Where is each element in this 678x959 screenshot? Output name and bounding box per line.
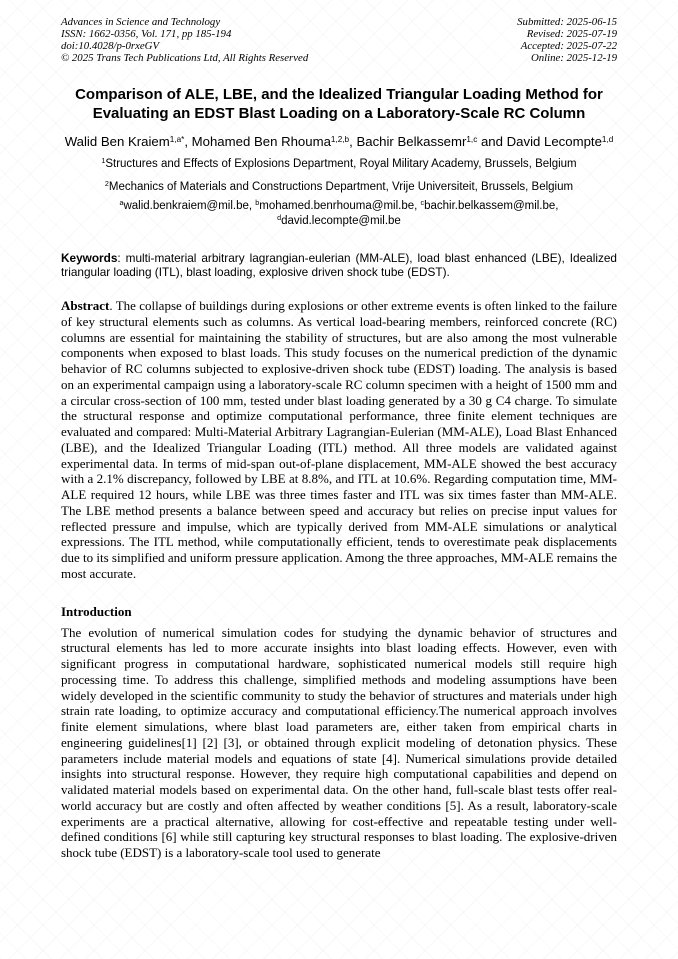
- abstract-text: . The collapse of buildings during explosions or other extreme events is often linked to the failure of key structural elements such as columns. As vertical load-bearing members, reinforced concrete (RC) columns are essential for maintaining the stability of structures, but are also among the most vulnerable components when exposed to blast loads. This study focuses on the numerical prediction of the dynamic behavior of RC columns subjected to explosive-driven shock tube (EDST) loading. The analysis is based on an experimental campaign using a laboratory-scale RC column specimen with a height of 1500 mm and a circular cross-section of 100 mm, tested under blast loading generated by a 30 g C4 charge. To simulate the structural response and optimize computational performance, three finite element techniques are evaluated and compared: Multi-Material Arbitrary Lagrangian-Eulerian (MM-ALE), Load Blast Enhanced (LBE), and the Idealized Triangular Loading (ITL) method. All three models are validated against experimental data. In terms of mid-span out-of-plane displacement, MM-ALE showed the best accuracy with a 2.1% discrepancy, followed by LBE at 8.8%, and ITL at 10.6%. Regarding computation time, MM-ALE required 12 hours, while LBE was three times faster and ITL was six times faster than MM-ALE. The LBE method presents a balance between speed and accuracy but relies on precise input values for reflected pressure and impulse, which are typically derived from MM-ALE simulations or analytical expressions. The ITL method, while computationally efficient, tends to overestimate peak displacements due to its simplified and uniform pressure application. Among the three approaches, MM-ALE remains the most accurate.: [61, 298, 617, 581]
- email-superscript: c: [420, 199, 425, 208]
- email: $^a$walid.benkraiem@mil.be,: [119, 199, 256, 212]
- affiliation-superscript: 2: [104, 180, 109, 189]
- authors-line: [61, 132, 617, 151]
- journal-name: Advances in Science and Technology: [61, 16, 221, 28]
- author: Mohamed Ben Rhouma$^{1,2,b}$,: [191, 133, 357, 149]
- email-superscript: d: [277, 214, 282, 223]
- paper-title: Comparison of ALE, LBE, and the Idealized Triangular Loading Method for Evaluating an EDST Blast Loading on a Laboratory-Scale RC Column: [75, 86, 603, 123]
- introduction-heading: Introduction: [61, 603, 132, 619]
- online-date: Online: 2025-12-19: [530, 52, 617, 64]
- author-superscript: 1,a*: [169, 134, 185, 144]
- email: $^d$david.lecompte@mil.be: [277, 214, 401, 227]
- affiliation: $^1$Structures and Effects of Explosions Department, Royal Military Academy, Brussels, Belgium: [101, 157, 577, 170]
- author-superscript: 1,2,b: [330, 134, 350, 144]
- keywords-label: Keywords: [61, 250, 118, 265]
- affiliation-superscript: 1: [101, 157, 106, 166]
- author: and David Lecompte$^{1,d}$: [480, 133, 614, 149]
- issn-volume-pages: ISSN: 1662-0356, Vol. 171, pp 185-194: [61, 28, 232, 40]
- email: $^b$mohamed.benrhouma@mil.be,: [255, 199, 421, 212]
- author: Bachir Belkassemr$^{1,c}$: [356, 133, 478, 149]
- author: Walid Ben Kraiem$^{1,a*}$,: [64, 133, 192, 149]
- copyright-notice: © 2025 Trans Tech Publications Ltd, All Rights Reserved: [61, 52, 309, 64]
- author-emails: [61, 199, 617, 229]
- affiliation: $^2$Mechanics of Materials and Constructions Department, Vrije Universiteit, Brussels, Belgium: [104, 180, 574, 193]
- revised-date: Revised: 2025-07-19: [526, 28, 617, 40]
- submission-dates: [517, 16, 617, 64]
- introduction-paragraph: The evolution of numerical simulation codes for studying the dynamic behavior of structures and structural elements has led to more accurate insights into blast loading effects. However, even with significant progress in computational hardware, sophisticated numerical models still require high processing time. To address this challenge, simplified methods and modeling assumptions have been widely developed in the scientific community to study the behavior of structures and materials under high strain rate loading, to optimize accuracy and computational efficiency.The numerical approach involves finite element simulations, where blast load parameters are, either taken from empirical charts in engineering guidelines[1] [2] [3], or obtained through explicit modeling of detonation physics. These parameters include material models and equations of state [4]. Numerical simulations provide detailed insights into structural response. However, they require high computational capabilities and depend on validated material models based on experimental data. On the other hand, full-scale blast tests offer real-world accuracy but are costly and often affected by weather conditions [5]. As a result, laboratory-scale experiments are a practical alternative, allowing for cost-effective and repeatable testing under well-defined conditions [6] while still capturing key structural responses to blast loading. The explosive-driven shock tube (EDST) is a laboratory-scale tool used to generate: [61, 624, 617, 861]
- email: $^c$bachir.belkassem@mil.be,: [420, 199, 559, 212]
- journal-header: [61, 16, 617, 64]
- email-superscript: b: [255, 199, 260, 208]
- author-superscript: 1,c: [466, 134, 478, 144]
- keywords-text: : multi-material arbitrary lagrangian-eulerian (MM-ALE), load blast enhanced (LBE), Idealized triangular loading (ITL), blast loading, explosive driven shock tube (EDST).: [61, 250, 617, 279]
- doi: doi:10.4028/p-0rxeGV: [61, 40, 160, 52]
- keywords-block: [61, 251, 617, 280]
- accepted-date: Accepted: 2025-07-22: [520, 40, 617, 52]
- abstract-block: [61, 298, 617, 582]
- abstract-label: Abstract: [61, 298, 110, 314]
- journal-info: [61, 16, 308, 64]
- author-superscript: 1,d: [601, 134, 614, 144]
- email-superscript: a: [119, 199, 124, 208]
- submitted-date: Submitted: 2025-06-15: [517, 16, 617, 28]
